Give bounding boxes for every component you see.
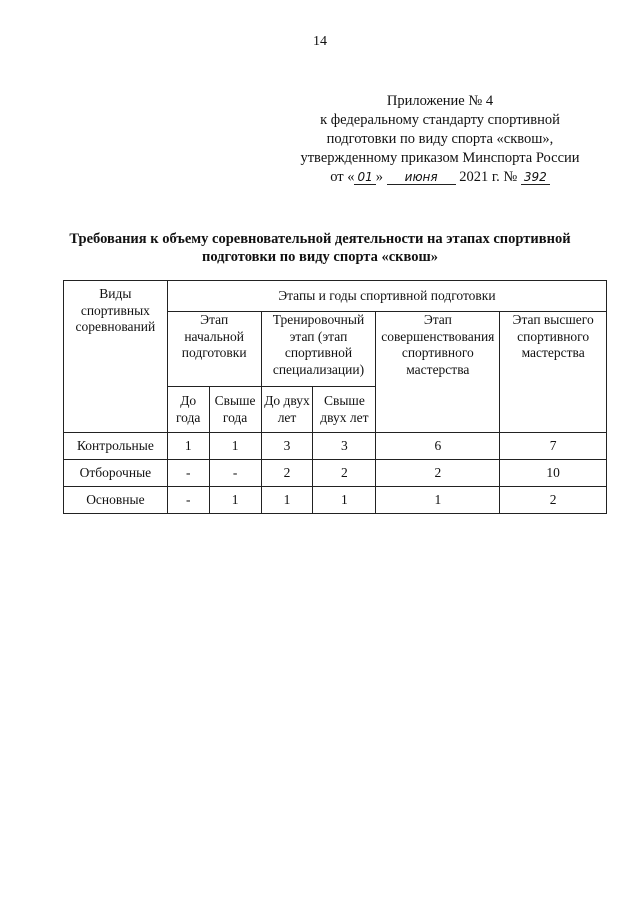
subheader-up-to-two-years: До двух лет	[261, 387, 313, 433]
table-cell: 1	[209, 433, 261, 460]
appendix-line-3: подготовки по виду спорта «сквош»,	[326, 131, 554, 147]
header-stage-improvement: Этап совершенствования спортивного мастерства	[376, 312, 500, 433]
requirements-table	[63, 280, 607, 514]
table-row	[64, 460, 607, 487]
table-cell: 7	[500, 433, 607, 460]
row-label: Основные	[64, 487, 168, 514]
table-cell: 1	[209, 487, 261, 514]
table-cell: 2	[376, 460, 500, 487]
header-competition-kinds: Виды спортивных соревнований	[64, 281, 168, 433]
table-cell: 1	[376, 487, 500, 514]
page-number: 14	[313, 34, 327, 49]
header-stage-higher: Этап высшего спортивного мастерства	[500, 312, 607, 433]
header-stage-training: Тренировочный этап (этап спортивной специализации)	[261, 312, 376, 387]
table-cell: 1	[167, 433, 209, 460]
header-stages: Этапы и годы спортивной подготовки	[167, 281, 606, 312]
appendix-block	[280, 92, 600, 187]
table-cell: 2	[500, 487, 607, 514]
subheader-over-two-years: Свыше двух лет	[313, 387, 376, 433]
handwritten-day: 01	[354, 170, 375, 185]
handwritten-month: июня	[387, 170, 456, 185]
table-cell: 6	[376, 433, 500, 460]
table-cell: -	[209, 460, 261, 487]
table-cell: 2	[261, 460, 313, 487]
date-year: 2021 г. №	[459, 169, 518, 185]
handwritten-order-number: 392	[521, 170, 550, 185]
table-cell: -	[167, 487, 209, 514]
table-cell: 1	[261, 487, 313, 514]
document-title: Требования к объему соревновательной деятельности на этапах спортивной подготовки по виду спорта «сквош»	[69, 231, 571, 265]
date-prefix: от «	[330, 169, 355, 185]
row-label: Контрольные	[64, 433, 168, 460]
header-stage-initial: Этап начальной подготовки	[167, 312, 261, 387]
table-cell: -	[167, 460, 209, 487]
table-cell: 3	[261, 433, 313, 460]
subheader-up-to-year: До года	[167, 387, 209, 433]
appendix-line-2: к федеральному стандарту спортивной	[320, 112, 560, 128]
subheader-over-year: Свыше года	[209, 387, 261, 433]
table-row	[64, 487, 607, 514]
date-sep: »	[375, 169, 384, 185]
table-cell: 3	[313, 433, 376, 460]
table-row	[64, 433, 607, 460]
table-cell: 1	[313, 487, 376, 514]
appendix-title: Приложение № 4	[386, 93, 494, 109]
row-label: Отборочные	[64, 460, 168, 487]
appendix-line-4: утвержденному приказом Минспорта России	[300, 150, 580, 166]
appendix-date-line	[280, 168, 600, 187]
table-cell: 2	[313, 460, 376, 487]
table-cell: 10	[500, 460, 607, 487]
